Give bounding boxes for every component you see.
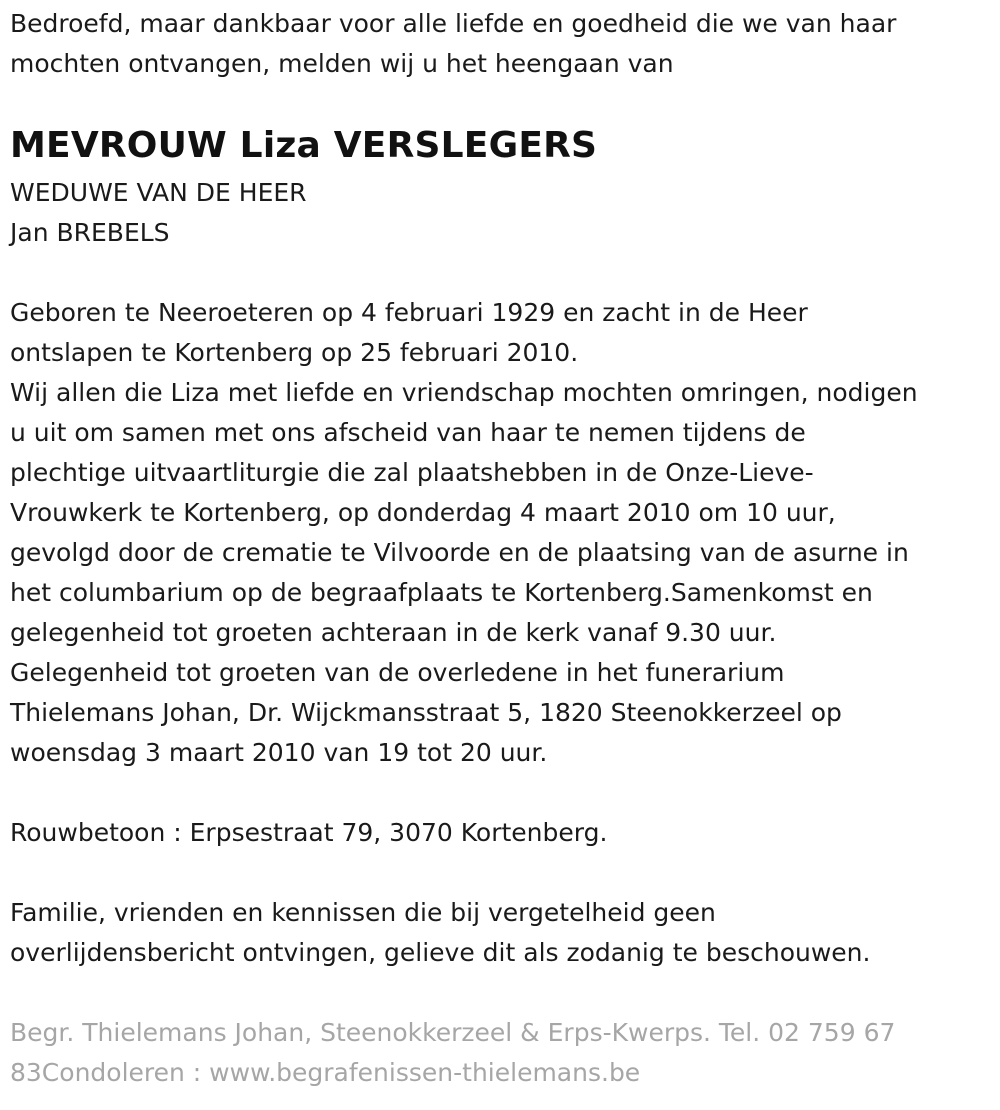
footer-line: Begr. Thielemans Johan, Steenokkerzeel & Erps-Kwerps. Tel. 02 759 67 (10, 1018, 896, 1047)
body-line: gelegenheid tot groeten achteraan in de kerk vanaf 9.30 uur. (10, 618, 777, 647)
body-line: Wij allen die Liza met liefde en vriendschap mochten omringen, nodigen (10, 378, 918, 407)
body-line: gevolgd door de crematie te Vilvoorde en de plaatsing van de asurne in (10, 538, 909, 567)
mourning-address-text: Rouwbetoon : Erpsestraat 79, 3070 Kortenberg. (10, 818, 608, 847)
body-line: Vrouwkerk te Kortenberg, op donderdag 4 maart 2010 om 10 uur, (10, 498, 836, 527)
spouse-block (10, 173, 307, 253)
family-notice-paragraph (10, 893, 870, 973)
body-line: Gelegenheid tot groeten van de overledene in het funerarium (10, 658, 785, 687)
deceased-name: MEVROUW Liza VERSLEGERS (10, 125, 598, 166)
body-line: ontslapen te Kortenberg op 25 februari 2010. (10, 338, 579, 367)
footer-line: 83Condoleren : www.begrafenissen-thielemans.be (10, 1058, 641, 1087)
intro-line: Bedroefd, maar dankbaar voor alle liefde en goedheid die we van haar (10, 9, 897, 38)
body-line: woensdag 3 maart 2010 van 19 tot 20 uur. (10, 738, 548, 767)
intro-paragraph (10, 4, 896, 84)
body-line: Thielemans Johan, Dr. Wijckmansstraat 5, 1820 Steenokkerzeel op (10, 698, 842, 727)
funeral-home-footer (10, 1013, 895, 1093)
spouse-name: Jan BREBELS (10, 218, 170, 247)
notice-line: Familie, vrienden en kennissen die bij vergetelheid geen (10, 898, 716, 927)
body-line: het columbarium op de begraafplaats te Kortenberg.Samenkomst en (10, 578, 873, 607)
funeral-details-paragraph (10, 293, 918, 773)
body-line: Geboren te Neeroeteren op 4 februari 1929 en zacht in de Heer (10, 298, 808, 327)
body-line: plechtige uitvaartliturgie die zal plaatshebben in de Onze-Lieve- (10, 458, 814, 487)
spouse-title: WEDUWE VAN DE HEER (10, 178, 307, 207)
body-line: u uit om samen met ons afscheid van haar te nemen tijdens de (10, 418, 806, 447)
notice-line: overlijdensbericht ontvingen, gelieve dit als zodanig te beschouwen. (10, 938, 871, 967)
mourning-address (10, 813, 607, 853)
intro-line: mochten ontvangen, melden wij u het heengaan van (10, 49, 674, 78)
